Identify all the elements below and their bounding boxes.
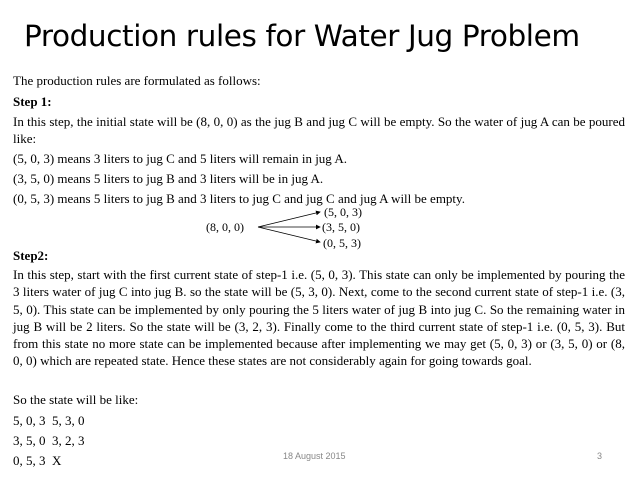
footer-page-number: 3 (597, 451, 603, 461)
step1-rule-3: (0, 5, 3) means 5 liters to jug B and 3 liters to jug C and jug C and jug A will be empty. (13, 191, 465, 206)
step1-paragraph: In this step, the initial state will be (8, 0, 0) as the jug B and jug C will be empty. So the water of jug A can be poured like: (13, 114, 625, 147)
diagram-child-state-3: (0, 5, 3) (323, 236, 361, 250)
footer-date: 18 August 2015 (283, 451, 346, 461)
slide-title: Production rules for Water Jug Problem (24, 19, 580, 53)
transition-row-3: 0, 5, 3 X (13, 453, 62, 468)
diagram-root-state: (8, 0, 0) (206, 220, 244, 234)
diagram-arrow-3 (258, 227, 320, 242)
step1-rule-2: (3, 5, 0) means 5 liters to jug B and 3 liters will be in jug A. (13, 171, 324, 186)
diagram-child-state-1: (5, 0, 3) (324, 205, 362, 219)
diagram-child-state-2: (3, 5, 0) (322, 220, 360, 234)
state-tree-diagram (196, 202, 386, 252)
step2-summary-label: So the state will be like: (13, 392, 139, 407)
step1-rule-1: (5, 0, 3) means 3 liters to jug C and 5 liters will remain in jug A. (13, 151, 347, 166)
step2-heading: Step2: (13, 248, 49, 263)
diagram-arrow-1 (258, 212, 320, 227)
transition-row-2: 3, 5, 0 3, 2, 3 (13, 433, 85, 448)
step2-paragraph: In this step, start with the first current state of step-1 i.e. (5, 0, 3). This state can only be implemented by pouring the 3 liters water of jug C into jug B. so the state will be (5, 3, 0). Next, come to the second current state of step-1 i.e. (3, 5, 0). This state can be implemented by only pouring the 5 liters water of jug B into jug C. So the remaining water in jug B will be 2 liters. So the state will be (3, 2, 3). Finally come to the third current state of step-1 i.e. (0, 5, 3). But from this state no more state can be implemented because after implementing we may get (5, 0, 3) or (3, 5, 0) or (8, 0, 0) which are repeated state. Hence these states are not considerably again for going towards goal. (13, 267, 625, 369)
transition-row-1: 5, 0, 3 5, 3, 0 (13, 413, 85, 428)
intro-text: The production rules are formulated as follows: (13, 73, 261, 88)
step1-heading: Step 1: (13, 94, 52, 109)
